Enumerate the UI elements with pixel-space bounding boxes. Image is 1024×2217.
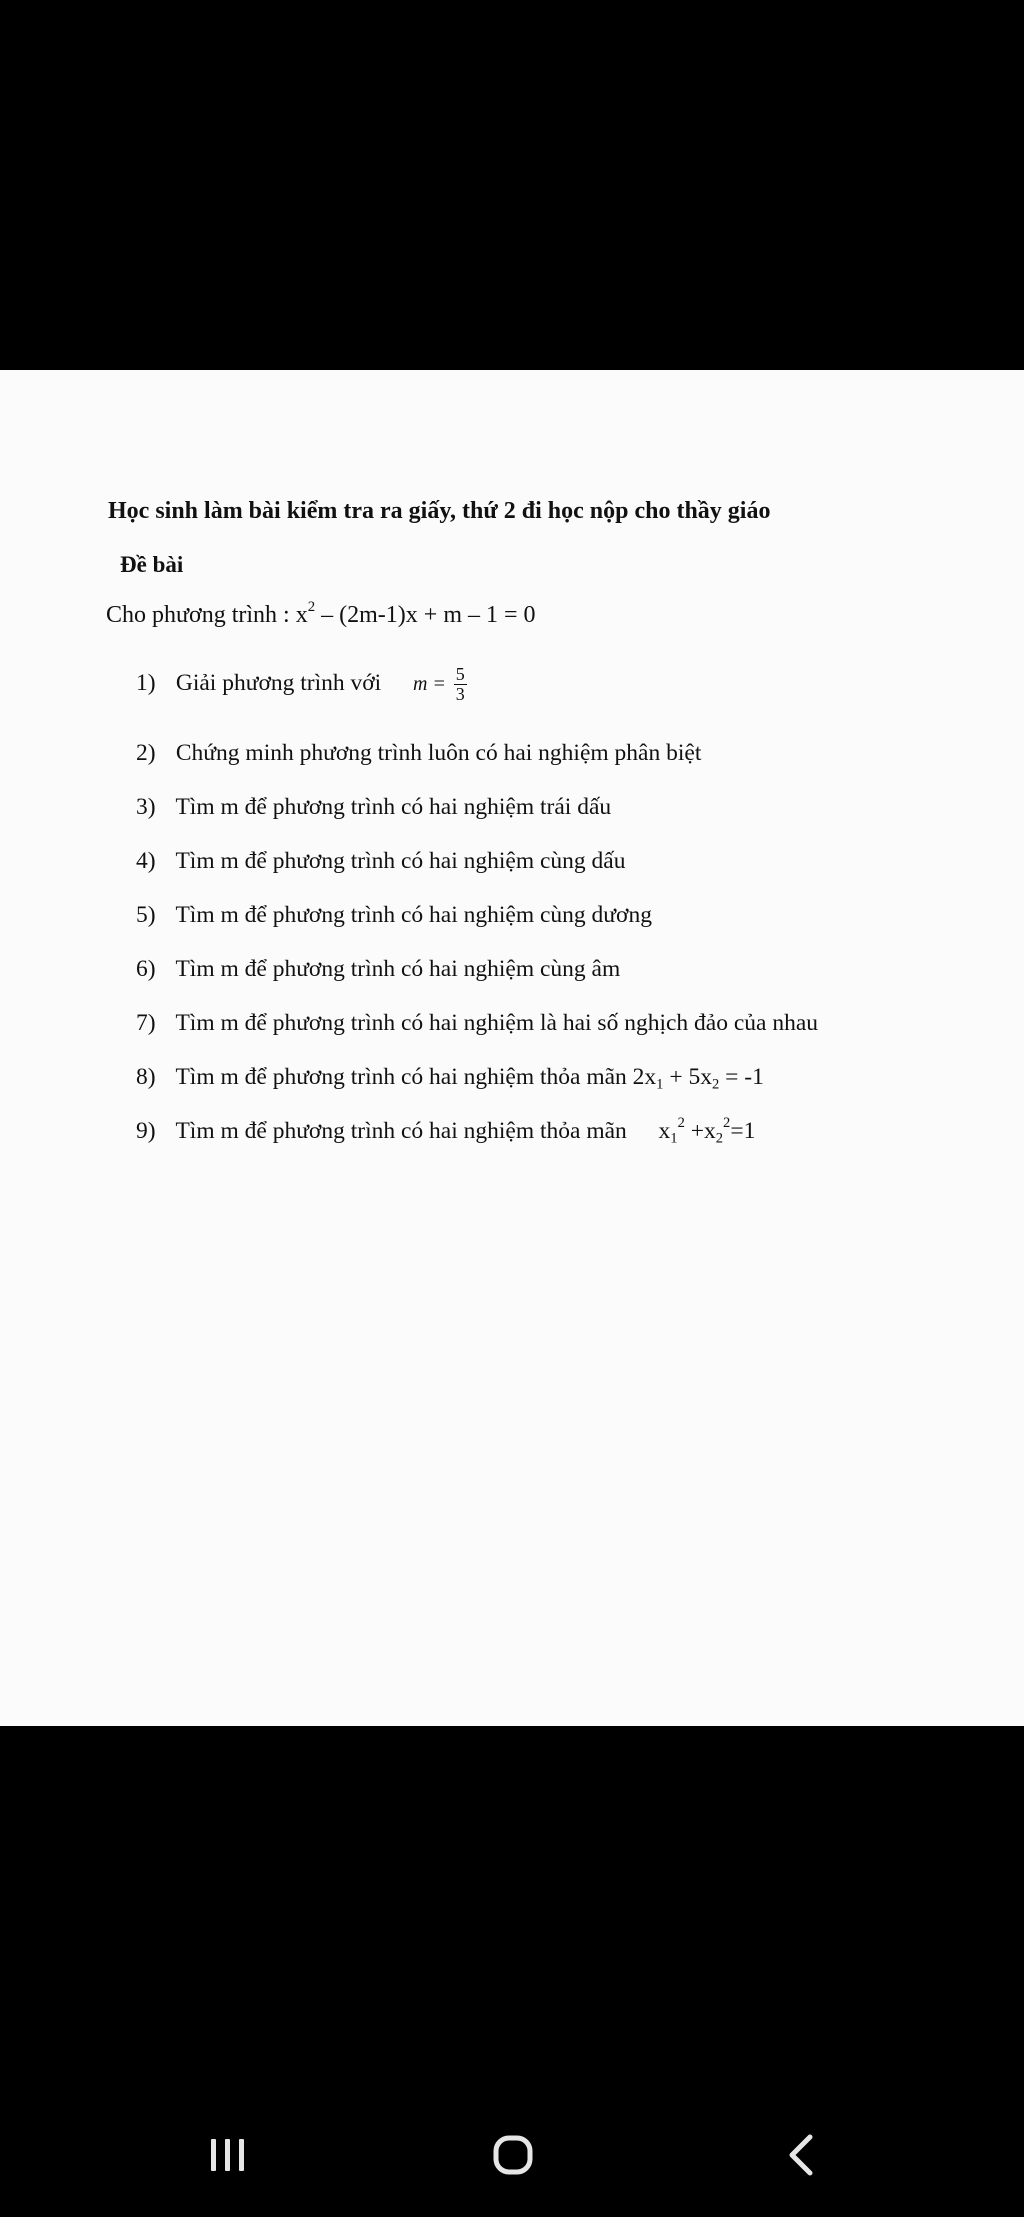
condition-equation: $x_1^2 +x_2^2=1$	[658, 1115, 756, 1147]
condition-equation: $2x_1 + 5x_2 = -1$	[632, 1064, 764, 1093]
problem-4: 4) Tìm m để phương trình có hai nghiệm cùng dấu	[136, 848, 626, 874]
problem-3: 3) Tìm m để phương trình có hai nghiệm trái dấu	[136, 794, 612, 820]
problem-7: 7) Tìm m để phương trình có hai nghiệm là hai số nghịch đảo của nhau	[136, 1010, 818, 1036]
back-button[interactable]	[766, 2120, 836, 2190]
problem-9: 9) Tìm m để phương trình có hai nghiệm thỏa mãn $x_1^2 +x_2^2=1$	[136, 1115, 756, 1147]
given-equation: Cho phương trình : $x^2 - (2m-1)x + m - 1 = 0$	[106, 598, 536, 628]
problem-1: 1) Giải phương trình với m = $\frac{5}{3}$	[136, 664, 465, 704]
recents-icon	[193, 2120, 263, 2190]
problem-6: 6) Tìm m để phương trình có hai nghiệm cùng âm	[136, 956, 621, 982]
recents-button[interactable]	[193, 2120, 263, 2190]
home-icon	[478, 2120, 548, 2190]
document-page	[0, 370, 1024, 1726]
navigation-bar	[0, 2100, 1024, 2210]
math-variable: m =	[412, 672, 446, 695]
home-button[interactable]	[478, 2120, 548, 2190]
fraction: $\frac{5}{3}$	[455, 664, 465, 704]
heading: Học sinh làm bài kiểm tra ra giấy, thứ 2 đi học nộp cho thầy giáo	[108, 498, 771, 524]
back-icon	[766, 2120, 836, 2190]
problem-8: 8) Tìm m để phương trình có hai nghiệm thỏa mãn $2x_1 + 5x_2 = -1$	[136, 1064, 764, 1093]
section-title: Đề bài	[120, 552, 184, 577]
problem-2: 2) Chứng minh phương trình luôn có hai nghiệm phân biệt	[136, 740, 702, 766]
problem-5: 5) Tìm m để phương trình có hai nghiệm cùng dương	[136, 902, 652, 928]
